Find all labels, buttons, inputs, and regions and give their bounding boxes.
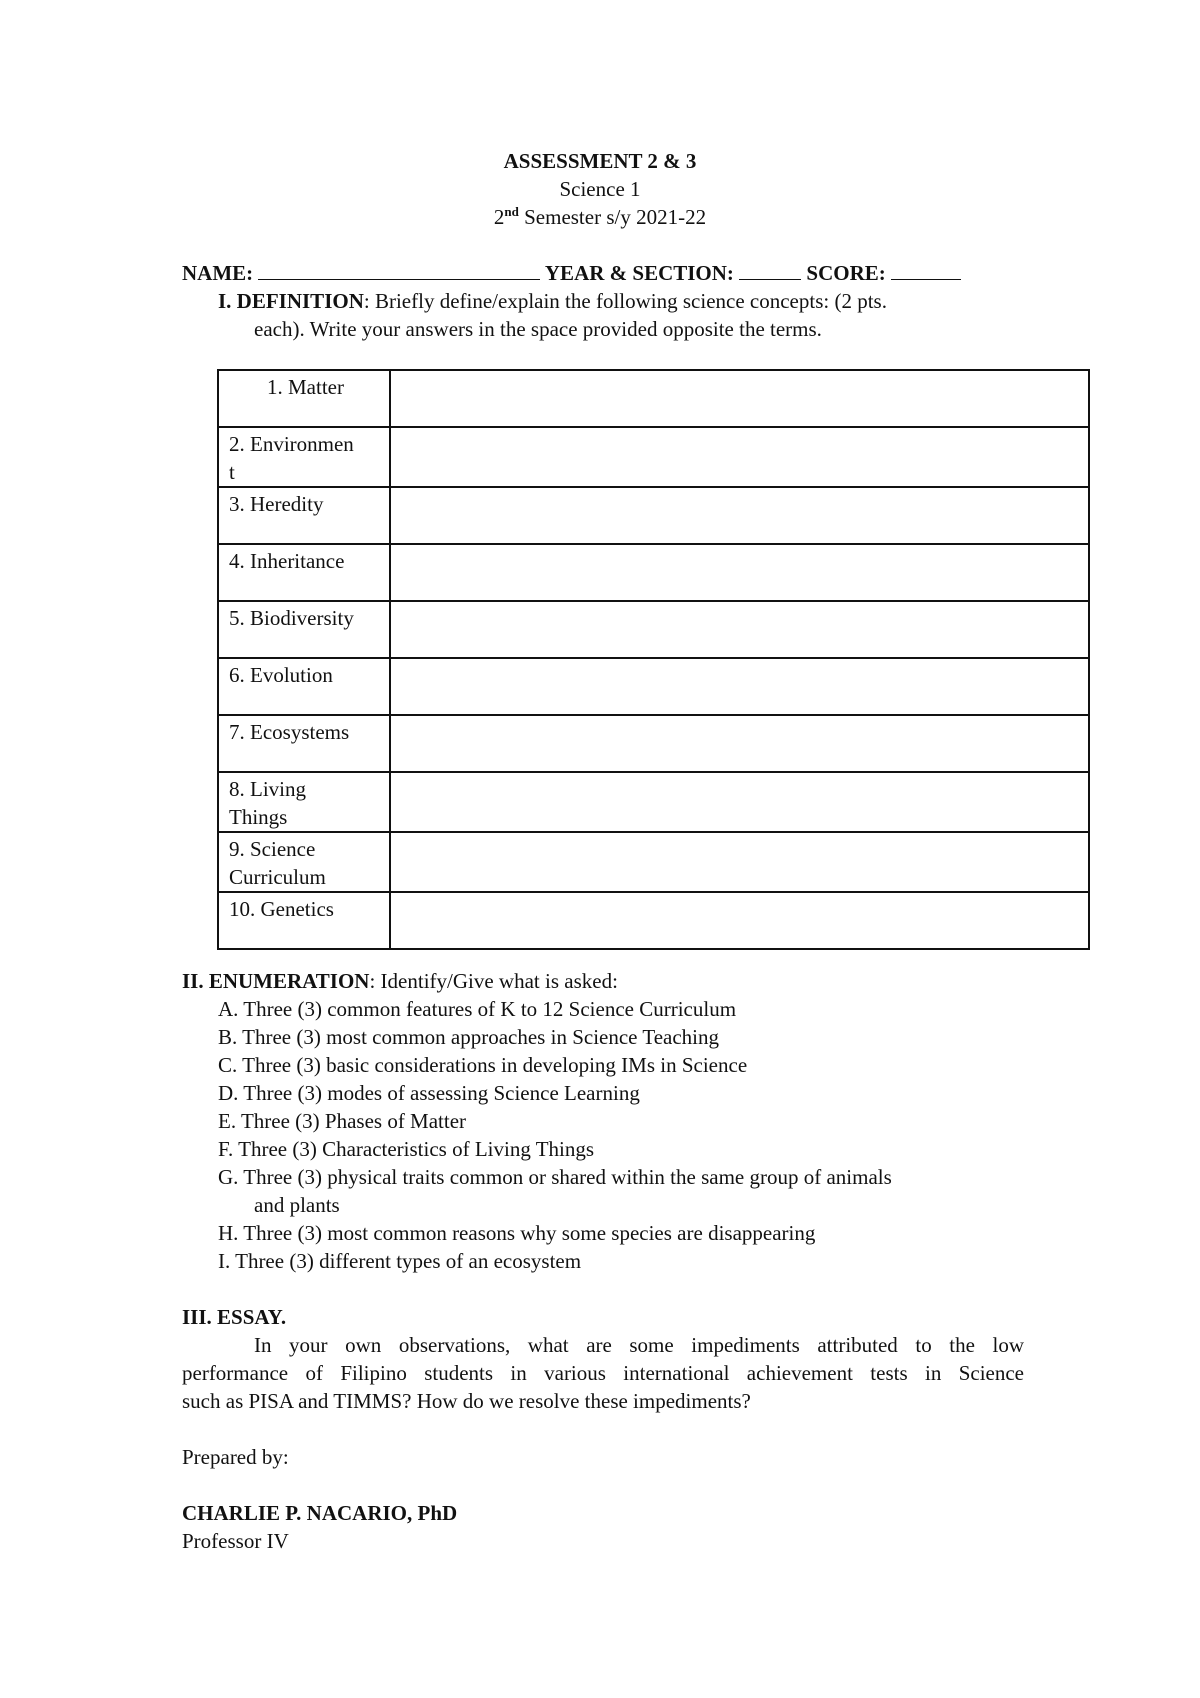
term-cell (218, 601, 390, 658)
definition-instruction-line2: each). Write your answers in the space provided opposite the terms. (254, 317, 822, 341)
term-text: 2. Environmen (229, 432, 354, 456)
term-text-cont: Curriculum (229, 865, 326, 889)
list-item: I. Three (3) different types of an ecosystem (218, 1249, 582, 1273)
term-text: 4. Inheritance (229, 549, 345, 573)
answer-cell[interactable] (390, 427, 1089, 487)
semester-ordinal: 2 (493, 205, 505, 229)
score-blank[interactable] (891, 261, 961, 280)
answer-cell[interactable] (390, 487, 1089, 544)
term-cell (218, 772, 390, 832)
enumeration-heading: II. ENUMERATION (182, 969, 370, 993)
term-text: 6. Evolution (229, 663, 333, 687)
answer-cell[interactable] (390, 772, 1089, 832)
year-section-blank[interactable] (739, 261, 801, 280)
table-row (218, 715, 1089, 772)
answer-cell[interactable] (390, 370, 1089, 427)
answer-cell[interactable] (390, 658, 1089, 715)
table-row (218, 370, 1089, 427)
student-info-line (182, 259, 1022, 287)
enumeration-instruction (182, 967, 618, 995)
table-row (218, 832, 1089, 892)
semester-rest: Semester s/y 2021-22 (518, 205, 707, 229)
list-item: F. Three (3) Characteristics of Living Things (218, 1137, 595, 1161)
term-cell (218, 487, 390, 544)
term-cell (218, 892, 390, 949)
list-item: E. Three (3) Phases of Matter (218, 1109, 467, 1133)
list-item: A. Three (3) common features of K to 12 Science Curriculum (218, 997, 737, 1021)
list-item: B. Three (3) most common approaches in Science Teaching (218, 1025, 720, 1049)
term-text: 5. Biodiversity (229, 606, 354, 630)
term-cell (218, 544, 390, 601)
term-cell (218, 832, 390, 892)
document-title: ASSESSMENT 2 & 3 (503, 149, 697, 173)
preparer-position: Professor IV (182, 1529, 289, 1553)
list-item: D. Three (3) modes of assessing Science Learning (218, 1081, 640, 1105)
table-row (218, 544, 1089, 601)
table-row (218, 427, 1089, 487)
list-item-cont: and plants (254, 1193, 340, 1217)
table-row (218, 487, 1089, 544)
semester-line (0, 203, 1200, 231)
enumeration-instruction-text: : Identify/Give what is asked: (369, 969, 618, 993)
answer-cell[interactable] (390, 715, 1089, 772)
year-section-label: YEAR & SECTION: (544, 261, 734, 285)
essay-line2: performance of Filipino students in various international achievement tests in Science (182, 1361, 1024, 1385)
score-label: SCORE: (806, 261, 886, 285)
subject-line: Science 1 (559, 177, 641, 201)
name-label: NAME: (182, 261, 254, 285)
term-text: 7. Ecosystems (229, 720, 350, 744)
term-text-cont: Things (229, 805, 288, 829)
table-row (218, 601, 1089, 658)
term-text-cont: t (229, 460, 235, 484)
term-text: 1. Matter (267, 375, 344, 399)
list-item: C. Three (3) basic considerations in developing IMs in Science (218, 1053, 748, 1077)
definition-heading: I. DEFINITION (218, 289, 364, 313)
definition-instruction-line1: : Briefly define/explain the following science concepts: (2 pts. (363, 289, 887, 313)
essay-line3: such as PISA and TIMMS? How do we resolve these impediments? (182, 1389, 751, 1413)
answer-cell[interactable] (390, 892, 1089, 949)
answer-cell[interactable] (390, 832, 1089, 892)
list-item: G. Three (3) physical traits common or shared within the same group of animals (218, 1165, 892, 1189)
term-cell (218, 715, 390, 772)
term-text: 3. Heredity (229, 492, 324, 516)
term-text: 10. Genetics (229, 897, 334, 921)
term-cell (218, 370, 390, 427)
term-text: 8. Living (229, 777, 306, 801)
semester-suffix: nd (504, 204, 519, 219)
list-item: H. Three (3) most common reasons why some species are disappearing (218, 1221, 816, 1245)
term-text: 9. Science (229, 837, 316, 861)
essay-heading: III. ESSAY. (182, 1305, 287, 1329)
answer-cell[interactable] (390, 601, 1089, 658)
table-row (218, 772, 1089, 832)
table-row (218, 892, 1089, 949)
term-cell (218, 427, 390, 487)
name-blank[interactable] (258, 261, 540, 280)
essay-line1: In your own observations, what are some impediments attributed to the low (254, 1333, 1024, 1357)
table-row (218, 658, 1089, 715)
term-cell (218, 658, 390, 715)
answer-cell[interactable] (390, 544, 1089, 601)
preparer-name: CHARLIE P. NACARIO, PhD (182, 1501, 458, 1525)
definition-table (217, 369, 1090, 950)
prepared-by-label: Prepared by: (182, 1445, 289, 1469)
definition-instruction (218, 287, 887, 315)
